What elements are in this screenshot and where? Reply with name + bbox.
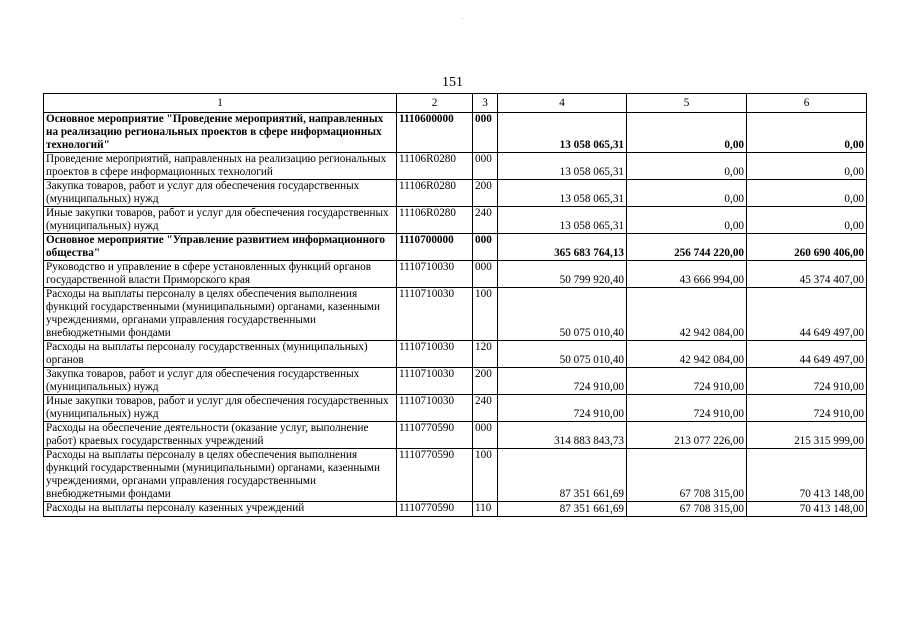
row-amount-cell: 724 910,00 [747,368,867,395]
row-type-cell: 000 [473,113,498,153]
column-header: 2 [397,94,473,113]
row-amount-cell: 724 910,00 [747,395,867,422]
row-code-cell: 1110770590 [397,449,473,502]
row-name-cell: Расходы на выплаты персоналу казенных учреждений [44,502,397,517]
row-amount-cell: 67 708 315,00 [627,502,747,517]
row-amount-cell: 44 649 497,00 [747,341,867,368]
row-name-cell: Расходы на выплаты персоналу в целях обеспечения выполнения функций государственными (муниципальными) органами, казенными учреждениями, органами управления государственными внебюджетными фондами [44,288,397,341]
row-code-cell: 1110710030 [397,341,473,368]
row-amount-cell: 50 075 010,40 [498,288,627,341]
row-code-cell: 1110710030 [397,368,473,395]
row-amount-cell: 0,00 [627,180,747,207]
row-name-cell: Расходы на выплаты персоналу государственных (муниципальных) органов [44,341,397,368]
table-row [44,261,867,288]
row-amount-cell: 0,00 [747,113,867,153]
table-row [44,234,867,261]
scan-speck [462,18,463,19]
row-amount-cell: 13 058 065,31 [498,180,627,207]
row-amount-cell: 42 942 084,00 [627,288,747,341]
table-row [44,449,867,502]
row-code-cell: 1110770590 [397,422,473,449]
row-type-cell: 240 [473,207,498,234]
row-type-cell: 240 [473,395,498,422]
table-row [44,180,867,207]
row-name-cell: Иные закупки товаров, работ и услуг для обеспечения государственных (муниципальных) нужд [44,395,397,422]
row-amount-cell: 724 910,00 [627,395,747,422]
row-amount-cell: 87 351 661,69 [498,449,627,502]
row-amount-cell: 314 883 843,73 [498,422,627,449]
budget-table [43,93,867,517]
row-amount-cell: 213 077 226,00 [627,422,747,449]
row-amount-cell: 13 058 065,31 [498,207,627,234]
row-name-cell: Руководство и управление в сфере установленных функций органов государственной власти Приморского края [44,261,397,288]
row-amount-cell: 0,00 [747,207,867,234]
row-type-cell: 100 [473,449,498,502]
row-amount-cell: 0,00 [627,207,747,234]
row-type-cell: 200 [473,368,498,395]
column-header: 3 [473,94,498,113]
column-header: 5 [627,94,747,113]
row-type-cell: 110 [473,502,498,517]
row-name-cell: Основное мероприятие "Проведение мероприятий, направленных на реализацию региональных проектов в сфере информационных технологий" [44,113,397,153]
table-row [44,288,867,341]
row-amount-cell: 724 910,00 [498,368,627,395]
table-header-row [44,94,867,113]
row-name-cell: Расходы на обеспечение деятельности (оказание услуг, выполнение работ) краевых государственных учреждений [44,422,397,449]
row-code-cell: 11106R0280 [397,153,473,180]
row-name-cell: Проведение мероприятий, направленных на реализацию региональных проектов в сфере информационных технологий [44,153,397,180]
row-type-cell: 200 [473,180,498,207]
row-code-cell: 1110710030 [397,395,473,422]
row-name-cell: Иные закупки товаров, работ и услуг для обеспечения государственных (муниципальных) нужд [44,207,397,234]
table-row [44,207,867,234]
row-amount-cell: 45 374 407,00 [747,261,867,288]
row-type-cell: 100 [473,288,498,341]
row-code-cell: 11106R0280 [397,180,473,207]
row-name-cell: Закупка товаров, работ и услуг для обеспечения государственных (муниципальных) нужд [44,180,397,207]
table-row [44,341,867,368]
row-amount-cell: 42 942 084,00 [627,341,747,368]
row-amount-cell: 724 910,00 [627,368,747,395]
table-row [44,422,867,449]
row-name-cell: Основное мероприятие "Управление развитием информационного общества" [44,234,397,261]
row-code-cell: 1110600000 [397,113,473,153]
row-type-cell: 000 [473,261,498,288]
row-amount-cell: 43 666 994,00 [627,261,747,288]
table-row [44,113,867,153]
table-row [44,395,867,422]
row-name-cell: Закупка товаров, работ и услуг для обеспечения государственных (муниципальных) нужд [44,368,397,395]
row-code-cell: 1110710030 [397,261,473,288]
row-amount-cell: 70 413 148,00 [747,502,867,517]
row-amount-cell: 365 683 764,13 [498,234,627,261]
table-row [44,502,867,517]
row-code-cell: 1110710030 [397,288,473,341]
table-row [44,368,867,395]
row-amount-cell: 215 315 999,00 [747,422,867,449]
column-header: 1 [44,94,397,113]
row-amount-cell: 256 744 220,00 [627,234,747,261]
row-code-cell: 1110700000 [397,234,473,261]
row-amount-cell: 87 351 661,69 [498,502,627,517]
row-code-cell: 11106R0280 [397,207,473,234]
row-type-cell: 000 [473,422,498,449]
row-name-cell: Расходы на выплаты персоналу в целях обеспечения выполнения функций государственными (муниципальными) органами, казенными учреждениями, органами управления государственными внебюджетными фондами [44,449,397,502]
row-amount-cell: 13 058 065,31 [498,113,627,153]
row-amount-cell: 0,00 [627,113,747,153]
row-amount-cell: 50 075 010,40 [498,341,627,368]
row-type-cell: 000 [473,234,498,261]
row-type-cell: 000 [473,153,498,180]
page-number: 151 [442,75,463,90]
row-amount-cell: 0,00 [747,153,867,180]
row-amount-cell: 260 690 406,00 [747,234,867,261]
row-amount-cell: 13 058 065,31 [498,153,627,180]
row-amount-cell: 70 413 148,00 [747,449,867,502]
row-amount-cell: 0,00 [747,180,867,207]
row-amount-cell: 0,00 [627,153,747,180]
row-amount-cell: 67 708 315,00 [627,449,747,502]
row-amount-cell: 50 799 920,40 [498,261,627,288]
row-amount-cell: 44 649 497,00 [747,288,867,341]
column-header: 4 [498,94,627,113]
row-amount-cell: 724 910,00 [498,395,627,422]
table-row [44,153,867,180]
row-code-cell: 1110770590 [397,502,473,517]
row-type-cell: 120 [473,341,498,368]
column-header: 6 [747,94,867,113]
